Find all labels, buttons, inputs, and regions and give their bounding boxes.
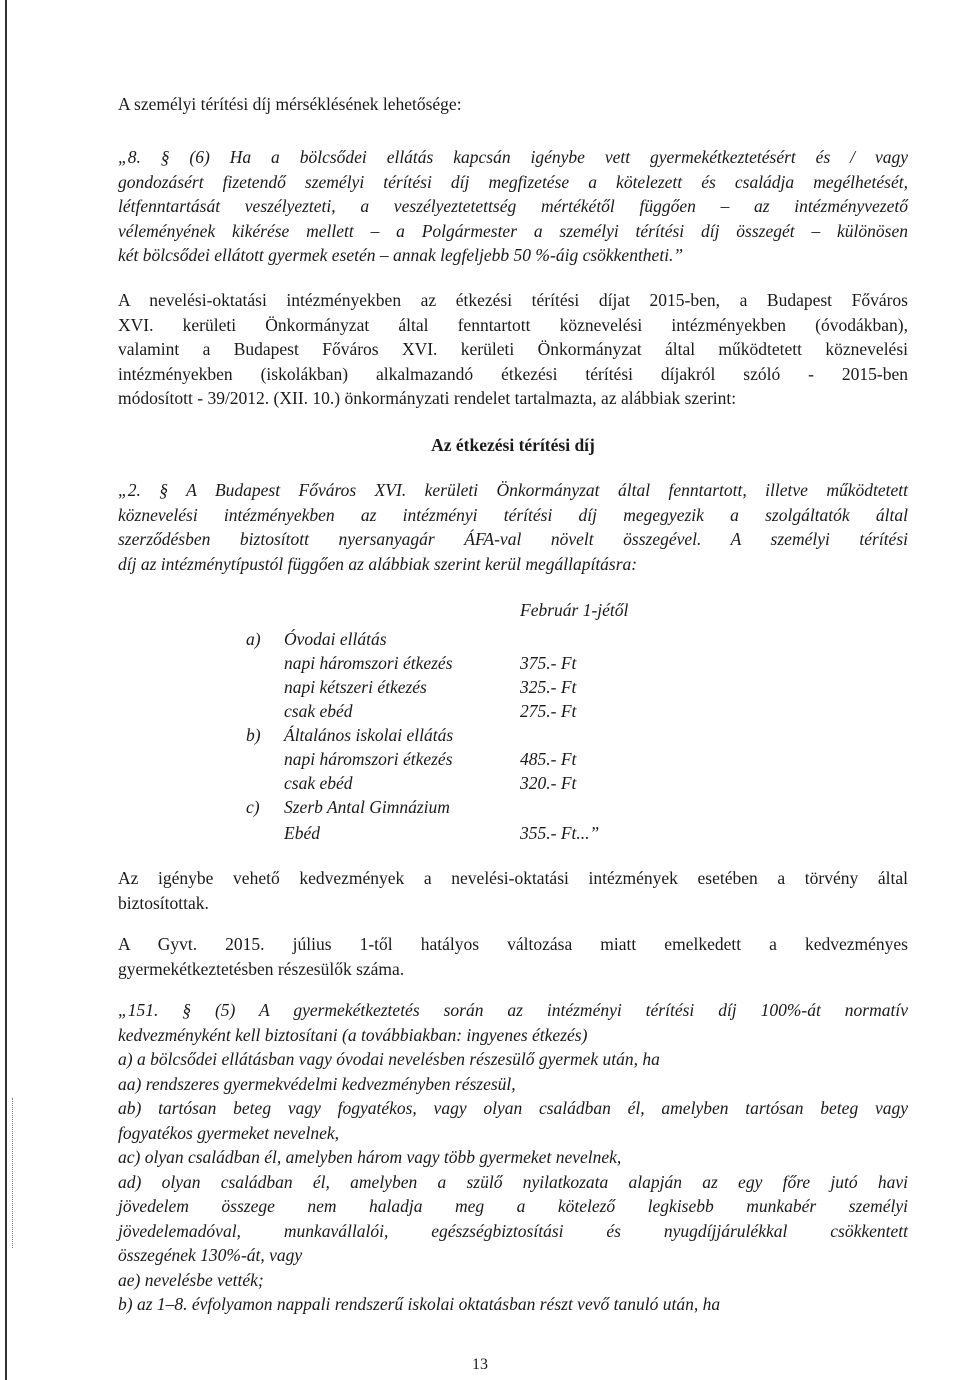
paragraph-line: XVI. kerületi Önkormányzat által fenntartott köznevelési intézményekben (óvodákban), xyxy=(118,314,908,335)
fee-row-label: Óvodai ellátás xyxy=(284,629,387,649)
fee-row-label: Általános iskolai ellátás xyxy=(284,725,454,745)
fee-row-label: csak ebéd xyxy=(284,773,353,793)
quote-line: jövedelem összege nem haladja meg a kötelező legkisebb munkabér személyi xyxy=(118,1196,908,1216)
quote-line: „8. § (6) Ha a bölcsődei ellátás kapcsán igénybe vett gyermekétkeztetésért és / vagy xyxy=(118,147,908,167)
fee-row-price: 355.- Ft...” xyxy=(520,823,600,843)
paragraph-line: intézményekben (iskolákban) alkalmazandó étkezési térítési díjakról szóló - 2015-ben xyxy=(118,363,908,384)
quote-line: fogyatékos gyermeket nevelnek, xyxy=(118,1122,340,1143)
quote-line: jövedelemadóval, munkavállalói, egészségbiztosítási és nyugdíjjárulékkal csökkentett xyxy=(118,1220,908,1241)
quote-line: ac) olyan családban él, amelyben három vagy több gyermeket nevelnek, xyxy=(118,1147,622,1167)
benefits-paragraph xyxy=(118,866,908,915)
fee-row-label: Szerb Antal Gimnázium xyxy=(284,797,450,817)
quote-line: gondozásért fizetendő személyi térítési díj megfizetése a kötelezett és családja megélhetését, xyxy=(118,171,908,192)
fee-row-label: napi kétszeri étkezés xyxy=(284,677,427,697)
quote-line: létfenntartását veszélyezteti, a veszélyeztetettség mértékétől függően – az intézményvezető xyxy=(118,196,908,216)
fee-row-label: Ebéd xyxy=(284,823,320,843)
paragraph-line: A nevelési-oktatási intézményekben az étkezési térítési díjat 2015-ben, a Budapest Főváros xyxy=(118,290,908,310)
paragraph-line: gyermekétkeztetésben részesülők száma. xyxy=(118,958,405,979)
fee-row-label: csak ebéd xyxy=(284,701,353,721)
quote-8-paragraph xyxy=(118,145,908,268)
quote-line: „151. § (5) A gyermekétkeztetés során az intézményi térítési díj 100%-át normatív xyxy=(118,1000,908,1020)
quote-line: köznevelési intézményekben az intézményi térítési díj megegyezik a szolgáltatók által xyxy=(118,504,908,525)
paragraph-line: Az igénybe vehető kedvezmények a nevelési-oktatási intézmények esetében a törvény által xyxy=(118,868,908,888)
paragraph-line: biztosítottak. xyxy=(118,892,209,913)
fee-row-label: napi háromszori étkezés xyxy=(284,749,453,769)
quote-line: ab) tartósan beteg vagy fogyatékos, vagy olyan családban él, amelyben tartósan beteg vagy xyxy=(118,1098,908,1118)
discount-heading-block xyxy=(118,92,908,117)
quote-line: díj az intézménytípustól függően az alábbiak szerint kerül megállapításra: xyxy=(118,553,638,574)
regulation-paragraph xyxy=(118,288,908,411)
fee-row-price: 275.- Ft xyxy=(520,701,577,721)
quote-line: aa) rendszeres gyermekvédelmi kedvezményben részesül, xyxy=(118,1073,516,1094)
quote-line: két bölcsődei ellátott gyermek esetén – annak legfeljebb 50 %-áig csökkentheti.” xyxy=(118,245,684,265)
margin-scan-marks xyxy=(12,1098,14,1248)
quote-line: kedvezményként kell biztosítani (a továbbiakban: ingyenes étkezés) xyxy=(118,1024,588,1045)
fee-row-letter: a) xyxy=(246,629,261,649)
quote-2-paragraph xyxy=(118,478,908,576)
discount-heading: A személyi térítési díj mérséklésének lehetősége: xyxy=(118,94,462,114)
fee-row-price: 375.- Ft xyxy=(520,653,577,673)
left-scan-edge xyxy=(5,0,7,1380)
quote-line: a) a bölcsődei ellátásban vagy óvodai nevelésben részesülő gyermek után, ha xyxy=(118,1049,660,1069)
quote-line: véleményének kikérése mellett – a Polgármester a személyi térítési díj összegét – különösen xyxy=(118,220,908,241)
page-number: 13 xyxy=(472,1356,488,1373)
fee-row-price: 320.- Ft xyxy=(520,773,577,793)
paragraph-line: valamint a Budapest Főváros XVI. kerületi Önkormányzat által működtetett köznevelési xyxy=(118,339,908,359)
fee-row-price: 325.- Ft xyxy=(520,677,577,697)
quote-line: „2. § A Budapest Főváros XVI. kerületi Önkormányzat által fenntartott, illetve működtetett xyxy=(118,480,908,500)
quote-line: összegének 130%-át, vagy xyxy=(118,1245,303,1265)
quote-line: ad) olyan családban él, amelyben a szülő nyilatkozata alapján az egy főre jutó havi xyxy=(118,1171,908,1192)
fee-row-letter: b) xyxy=(246,725,261,745)
section-title-block xyxy=(118,433,908,458)
quote-line: b) az 1–8. évfolyamon nappali rendszerű iskolai oktatásban részt vevő tanuló után, ha xyxy=(118,1294,721,1314)
paragraph-line: módosított - 39/2012. (XII. 10.) önkormányzati rendelet tartalmazta, az alábbiak szerint: xyxy=(118,388,737,408)
section-title: Az étkezési térítési díj xyxy=(431,435,595,455)
fee-row-letter: c) xyxy=(246,797,260,817)
quote-line: szerződésben biztosított nyersanyagár ÁFA-val növelt összegével. A személyi térítési xyxy=(118,529,908,549)
quote-151-paragraph xyxy=(118,998,908,1317)
fee-row-price: 485.- Ft xyxy=(520,749,577,769)
quote-line: ae) nevelésbe vették; xyxy=(118,1269,264,1290)
fee-table-column-header: Február 1-jétől xyxy=(520,600,629,620)
gyvt-paragraph xyxy=(118,932,908,981)
fee-row-label: napi háromszori étkezés xyxy=(284,653,453,673)
paragraph-line: A Gyvt. 2015. július 1-től hatályos változása miatt emelkedett a kedvezményes xyxy=(118,934,908,954)
